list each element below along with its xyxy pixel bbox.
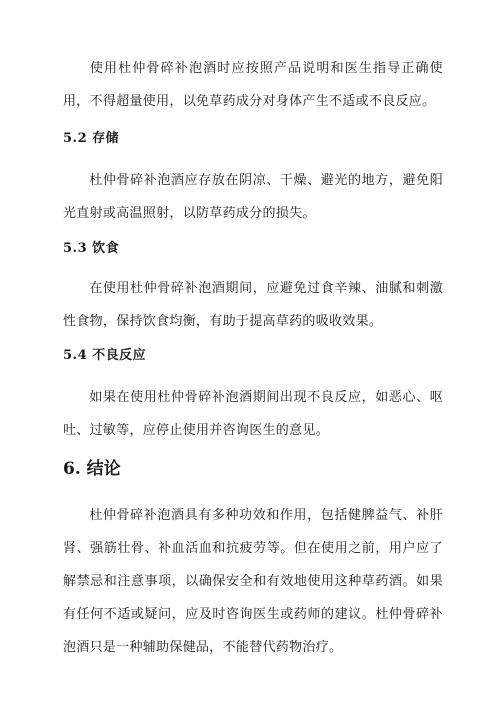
paragraph-usage-guidance: 使用杜仲骨碎补泡酒时应按照产品说明和医生指导正确使用，不得超量使用，以免草药成分对身体产生不适或不良反应。 [63, 61, 443, 109]
paragraph-conclusion: 杜仲骨碎补泡酒具有多种功效和作用，包括健脾益气、补肝肾、强筋壮骨、补血活血和抗疲劳等。但在使用之前，用户应了解禁忌和注意事项，以确保安全和有效地使用这种草药酒。如果有任何不适或疑问，应及时咨询医生或药师的建议。杜仲骨碎补泡酒只是一种辅助保健品，不能替代药物治疗。 [63, 508, 443, 655]
heading-5-4-adverse-reactions: 5.4 不良反应 [63, 348, 147, 363]
heading-5-2-storage: 5.2 存储 [63, 131, 120, 146]
heading-6-conclusion: 6. 结论 [63, 459, 121, 479]
paragraph-storage: 杜仲骨碎补泡酒应存放在阴凉、干燥、避光的地方，避免阳光直射或高温照射，以防草药成分的损失。 [63, 173, 443, 221]
paragraph-diet: 在使用杜仲骨碎补泡酒期间，应避免过食辛辣、油腻和刺激性食物，保持饮食均衡，有助于提高草药的吸收效果。 [63, 281, 443, 329]
heading-5-3-diet: 5.3 饮食 [63, 241, 120, 256]
paragraph-adverse-reactions: 如果在使用杜仲骨碎补泡酒期间出现不良反应，如恶心、呕吐、过敏等，应停止使用并咨询医生的意见。 [63, 390, 443, 438]
